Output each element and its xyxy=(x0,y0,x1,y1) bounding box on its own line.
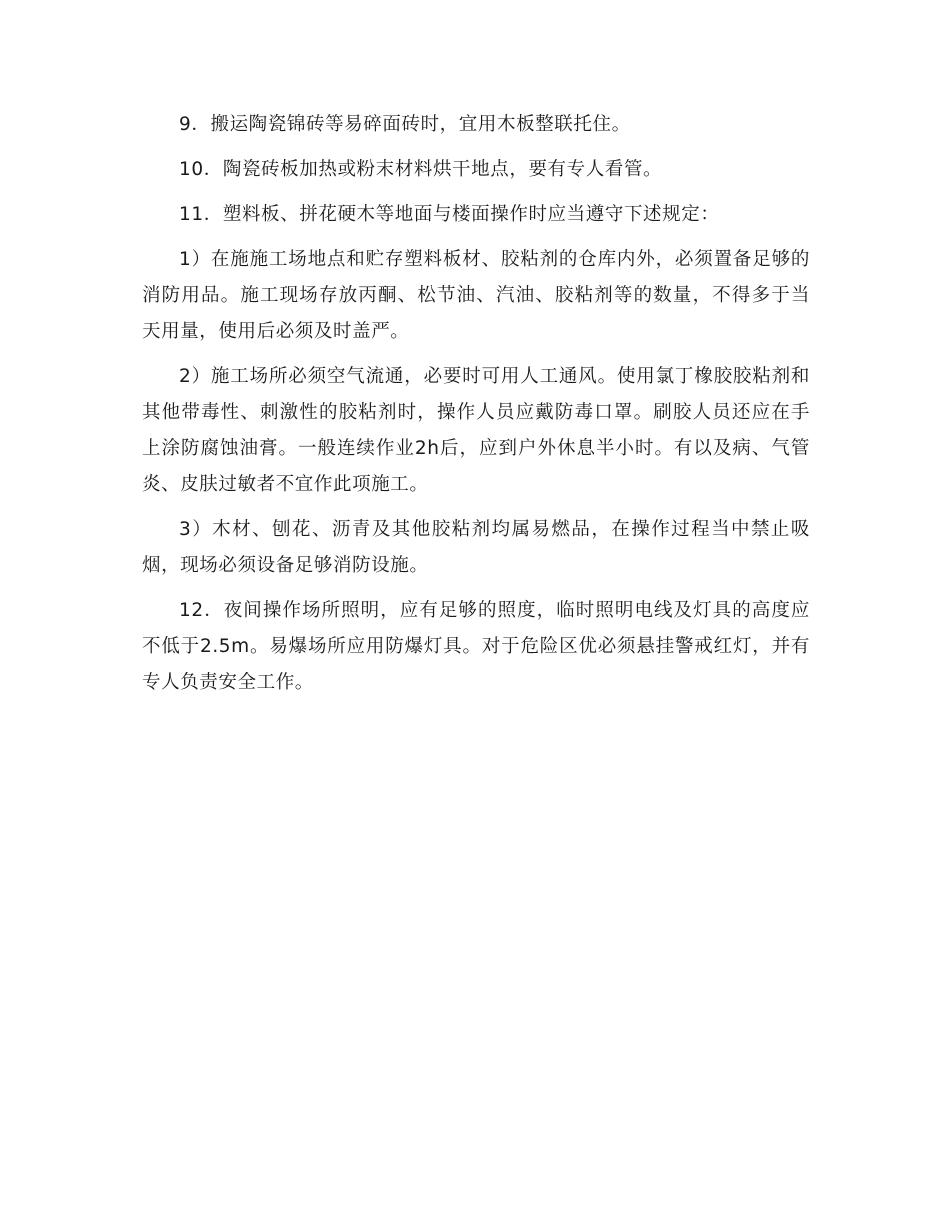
paragraph-item-10: 10．陶瓷砖板加热或粉末材料烘干地点，要有专人看管。 xyxy=(179,159,663,180)
document-body xyxy=(142,107,810,701)
paragraph-subitem-1: 1）在施施工场地点和贮存塑料板材、胶粘剂的仓库内外，必须置备足够的消防用品。施工现场存放丙酮、松节油、汽油、胶粘剂等的数量，不得多于当天用量，使用后必须及时盖严。 xyxy=(142,249,810,342)
paragraph-subitem-2: 2）施工场所必须空气流通，必要时可用人工通风。使用氯丁橡胶胶粘剂和其他带毒性、刺激性的胶粘剂时，操作人员应戴防毒口罩。刷胶人员还应在手上涂防腐蚀油膏。一般连续作业2h后，应到户外休息半小时。有以及病、气管炎、皮肤过敏者不宜作此项施工。 xyxy=(142,366,810,495)
paragraph-item-11: 11．塑料板、拼花硬木等地面与楼面操作时应当遵守下述规定： xyxy=(179,204,720,225)
paragraph-item-12: 12．夜间操作场所照明，应有足够的照度，临时照明电线及灯具的高度应不低于2.5m。易爆场所应用防爆灯具。对于危险区优必须悬挂警戒红灯，并有专人负责安全工作。 xyxy=(142,600,810,693)
paragraph-item-9: 9．搬运陶瓷锦砖等易碎面砖时，宜用木板整联托住。 xyxy=(179,114,631,135)
paragraph-subitem-3: 3）木材、刨花、沥青及其他胶粘剂均属易燃品，在操作过程当中禁止吸烟，现场必须设备足够消防设施。 xyxy=(142,519,810,576)
